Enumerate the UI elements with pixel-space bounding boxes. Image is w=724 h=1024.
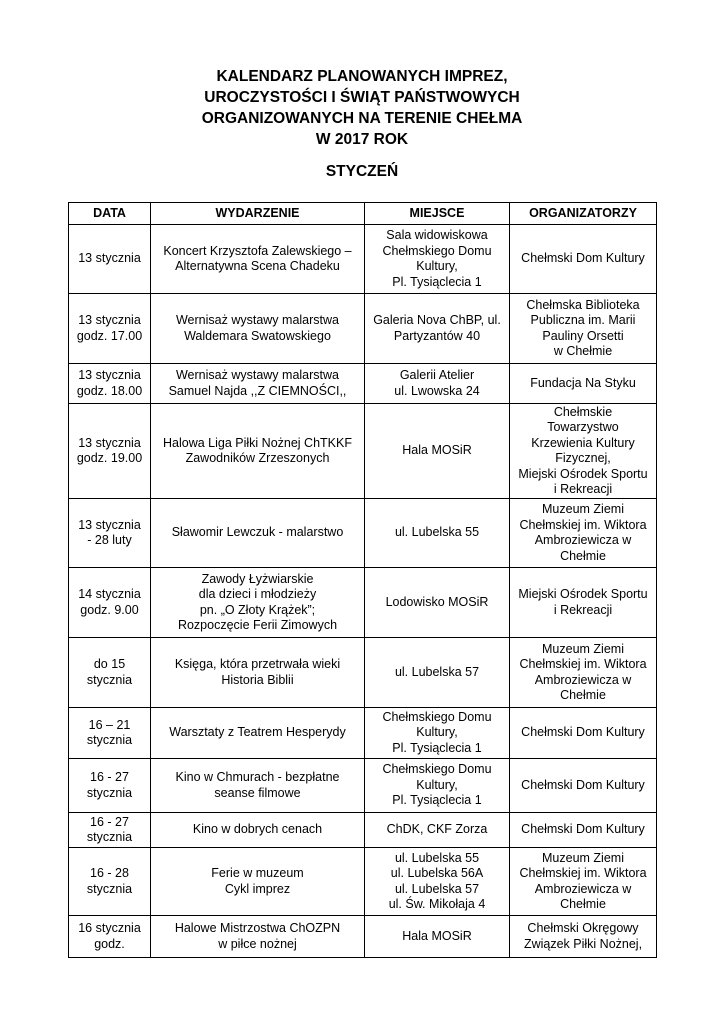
cell-event: Zawody Łyżwiarskie dla dzieci i młodzieży pn. „O Złoty Krążek”; Rozpoczęcie Ferii Zimowych [151,568,365,638]
cell-organizers: Chełmska Biblioteka Publiczna im. Marii Pauliny Orsetti w Chełmie [510,294,657,364]
cell-place: Galeria Nova ChBP, ul. Partyzantów 40 [365,294,510,364]
cell-event: Księga, która przetrwała wieki Historia Biblii [151,638,365,708]
cell-date: 16 - 28 stycznia [69,848,151,916]
cell-date: do 15 stycznia [69,638,151,708]
cell-place: Hala MOSiR [365,916,510,958]
cell-place: ul. Lubelska 55 ul. Lubelska 56A ul. Lubelska 57 ul. Św. Mikołaja 4 [365,848,510,916]
table-row [69,499,657,568]
document-title [0,66,724,150]
table-row [69,364,657,404]
cell-place: ul. Lubelska 57 [365,638,510,708]
cell-place: Chełmskiego Domu Kultury, Pl. Tysiąclecia 1 [365,759,510,813]
cell-organizers: Fundacja Na Styku [510,364,657,404]
cell-organizers: Chełmskie Towarzystwo Krzewienia Kultury Fizycznej, Miejski Ośrodek Sportu i Rekreacji [510,404,657,499]
table-row [69,225,657,294]
cell-organizers: Muzeum Ziemi Chełmskiej im. Wiktora Ambroziewicza w Chełmie [510,848,657,916]
cell-place: Galerii Atelier ul. Lwowska 24 [365,364,510,404]
cell-organizers: Miejski Ośrodek Sportu i Rekreacji [510,568,657,638]
table-row [69,916,657,958]
cell-place: Chełmskiego Domu Kultury, Pl. Tysiąclecia 1 [365,708,510,759]
header-event: WYDARZENIE [151,203,365,225]
table-row [69,404,657,499]
cell-date: 13 stycznia godz. 17.00 [69,294,151,364]
cell-date: 13 stycznia - 28 luty [69,499,151,568]
table-row [69,813,657,848]
title-line: ORGANIZOWANYCH NA TERENIE CHEŁMA [201,110,523,127]
table-header-row [69,203,657,225]
table-row [69,638,657,708]
title-line: UROCZYSTOŚCI I ŚWIĄT PAŃSTWOWYCH [204,89,520,106]
header-organizers: ORGANIZATORZY [510,203,657,225]
table-row [69,568,657,638]
cell-event: Halowe Mistrzostwa ChOZPN w piłce nożnej [151,916,365,958]
cell-organizers: Chełmski Dom Kultury [510,759,657,813]
table-row [69,294,657,364]
cell-place: Sala widowiskowa Chełmskiego Domu Kultury, Pl. Tysiąclecia 1 [365,225,510,294]
cell-event: Sławomir Lewczuk - malarstwo [151,499,365,568]
title-line: KALENDARZ PLANOWANYCH IMPREZ, [216,68,508,85]
cell-organizers: Chełmski Dom Kultury [510,708,657,759]
cell-event: Kino w Chmurach - bezpłatne seanse filmowe [151,759,365,813]
cell-place: ul. Lubelska 55 [365,499,510,568]
cell-place: Lodowisko MOSiR [365,568,510,638]
header-place: MIEJSCE [365,203,510,225]
cell-date: 16 – 21 stycznia [69,708,151,759]
cell-date: 13 stycznia godz. 18.00 [69,364,151,404]
cell-event: Wernisaż wystawy malarstwa Waldemara Swatowskiego [151,294,365,364]
cell-event: Warsztaty z Teatrem Hesperydy [151,708,365,759]
table-row [69,708,657,759]
cell-date: 14 stycznia godz. 9.00 [69,568,151,638]
cell-date: 16 stycznia godz. [69,916,151,958]
cell-organizers: Chełmski Dom Kultury [510,813,657,848]
title-line: W 2017 ROK [315,131,409,148]
month-heading: STYCZEŃ [325,163,399,180]
table-row [69,848,657,916]
cell-organizers: Chełmski Okręgowy Związek Piłki Nożnej, [510,916,657,958]
header-date: DATA [69,203,151,225]
cell-date: 13 stycznia godz. 19.00 [69,404,151,499]
cell-organizers: Muzeum Ziemi Chełmskiej im. Wiktora Ambroziewicza w Chełmie [510,638,657,708]
events-table [68,202,657,958]
cell-event: Koncert Krzysztofa Zalewskiego – Alternatywna Scena Chadeku [151,225,365,294]
table-row [69,759,657,813]
cell-event: Ferie w muzeum Cykl imprez [151,848,365,916]
cell-organizers: Chełmski Dom Kultury [510,225,657,294]
cell-place: ChDK, CKF Zorza [365,813,510,848]
cell-date: 13 stycznia [69,225,151,294]
cell-event: Wernisaż wystawy malarstwa Samuel Najda ,,Z CIEMNOŚCI,, [151,364,365,404]
cell-date: 16 - 27 stycznia [69,759,151,813]
cell-date: 16 - 27 stycznia [69,813,151,848]
cell-organizers: Muzeum Ziemi Chełmskiej im. Wiktora Ambroziewicza w Chełmie [510,499,657,568]
cell-place: Hala MOSiR [365,404,510,499]
cell-event: Halowa Liga Piłki Nożnej ChTKKF Zawodników Zrzeszonych [151,404,365,499]
cell-event: Kino w dobrych cenach [151,813,365,848]
